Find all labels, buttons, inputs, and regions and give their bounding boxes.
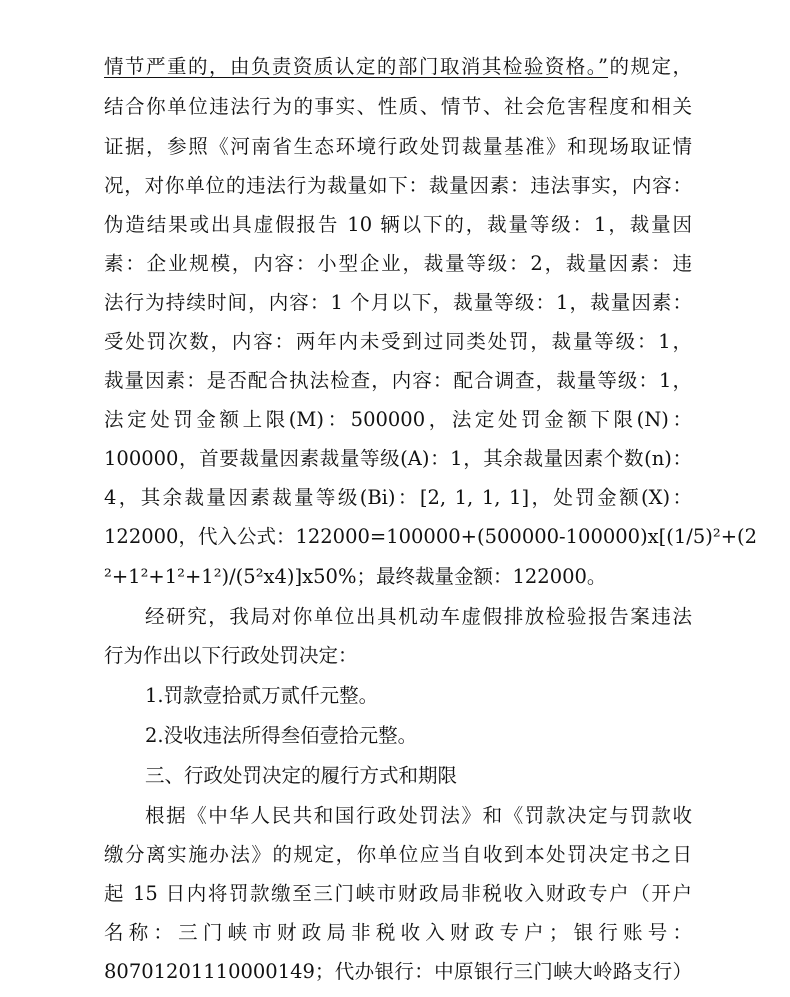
text-line-12: 4，其余裁量因素裁量等级(Bi)：[2, 1, 1, 1]，处罚金额(X)： bbox=[104, 486, 692, 509]
text-line-4: 况，对你单位的违法行为裁量如下：裁量因素：违法事实，内容： bbox=[104, 174, 692, 197]
text-line-9: 裁量因素：是否配合执法检查，内容：配合调查，裁量等级：1， bbox=[104, 369, 692, 392]
paragraph-payment-intro: 根据《中华人民共和国行政处罚法》和《罚款决定与罚款收 bbox=[145, 804, 692, 827]
line-1-rest: 的规定， bbox=[608, 55, 692, 78]
text-line-2: 结合你单位违法行为的事实、性质、情节、社会危害程度和相关 bbox=[104, 95, 692, 118]
text-line-16: 行为作出以下行政处罚决定： bbox=[104, 644, 358, 667]
text-line-6: 素：企业规模，内容：小型企业，裁量等级：2，裁量因素：违 bbox=[104, 252, 692, 275]
text-line-3: 证据，参照《河南省生态环境行政处罚裁量基准》和现场取证情 bbox=[104, 135, 692, 158]
text-line-22: 起 15 日内将罚款缴至三门峡市财政局非税收入财政专户（开户 bbox=[104, 882, 692, 905]
text-line-8: 受处罚次数，内容：两年内未受到过同类处罚，裁量等级：1， bbox=[104, 330, 692, 353]
text-line-5: 伪造结果或出具虚假报告 10 辆以下的，裁量等级：1，裁量因 bbox=[104, 213, 692, 236]
penalty-item-1: 1.罚款壹拾贰万贰仟元整。 bbox=[145, 684, 379, 707]
text-line-14: ²+1²+1²+1²)/(5²x4)]x50%；最终裁量金额：122000。 bbox=[104, 565, 607, 588]
text-line-23: 名称：三门峡市财政局非税收入财政专户；银行账号： bbox=[104, 921, 692, 944]
underlined-quote: 情节严重的，由负责资质认定的部门取消其检验资格。” bbox=[104, 55, 609, 78]
paragraph-decision-intro: 经研究，我局对你单位出具机动车虚假排放检验报告案违法 bbox=[145, 605, 692, 628]
penalty-item-2: 2.没收违法所得叁佰壹拾元整。 bbox=[145, 724, 418, 747]
text-line-11: 100000，首要裁量因素裁量等级(A)：1，其余裁量因素个数(n)： bbox=[104, 447, 692, 470]
text-line-24: 80701201110000149；代办银行：中原银行三门峡大岭路支行） bbox=[104, 960, 692, 983]
text-line-7: 法行为持续时间，内容：1 个月以下，裁量等级：1，裁量因素： bbox=[104, 291, 692, 314]
text-line-13: 122000，代入公式：122000=100000+(500000-100000)x[(1/5)²+(2 bbox=[104, 525, 758, 548]
text-line-21: 缴分离实施办法》的规定，你单位应当自收到本处罚决定书之日 bbox=[104, 843, 692, 866]
section-heading-3: 三、行政处罚决定的履行方式和期限 bbox=[145, 764, 458, 787]
text-line-10: 法定处罚金额上限(M)：500000，法定处罚金额下限(N)： bbox=[104, 408, 692, 431]
text-line-1 bbox=[104, 47, 692, 87]
